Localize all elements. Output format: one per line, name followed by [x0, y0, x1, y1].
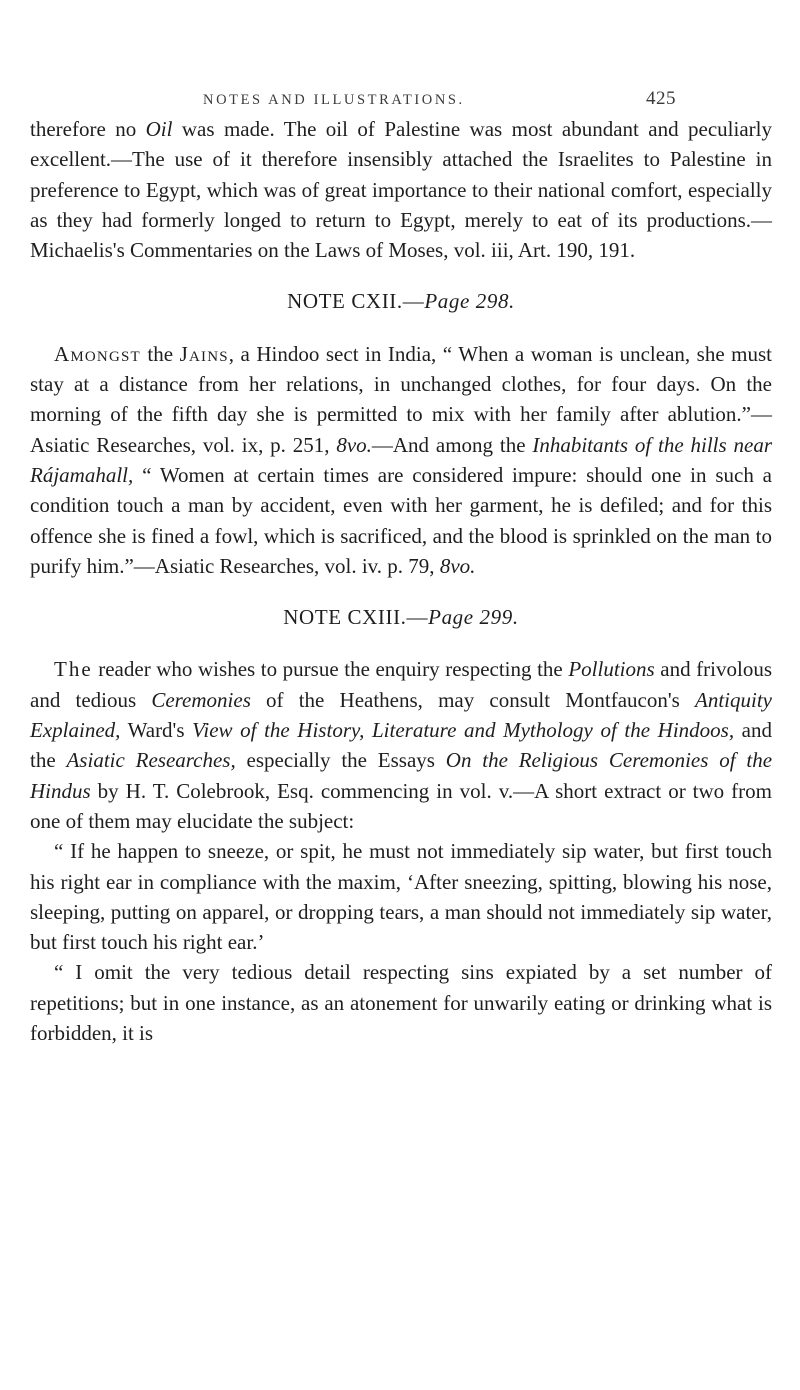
- quote-paragraph-1: “ If he happen to sneeze, or spit, he must not immediately sip water, but first touch his right ear in compliance with the maxim, ‘After sneezing, spitting, blowing his nose, sleeping, putting on apparel, or dropping tears, a man should not immediately sip water, but first touch his right ear.’: [30, 839, 772, 955]
- quote-paragraph-2: “ I omit the very tedious detail respecting sins expiated by a set number of repetitions; but in one instance, as an atonement for unwarily eating or drinking what is forbidden, it is: [30, 960, 772, 1046]
- italic-title-essays: On the Religious Ceremonies of the Hindus: [30, 748, 773, 803]
- note-cxiii-page-ref: Page 299.: [428, 605, 519, 630]
- note-cxii-paragraph: [30, 339, 772, 581]
- text-run: and frivolous and tedious: [30, 657, 772, 712]
- italic-term-oil: Oil: [145, 117, 173, 141]
- text-run: was made. The oil of Palestine was most abundant and peculiarly excellent.—The use of it therefore insensibly attached the Israelites to Palestine in preference to Egypt, which was of great importance to their national comfort, especially as they had formerly longed to return to Egypt, merely to eat of its productions.—Michaelis's Commentaries on the Laws of Moses, vol. iii, Art. 190, 191.: [30, 117, 772, 263]
- italic-term-ceremonies: Ceremonies: [151, 687, 251, 712]
- italic-title-asiatic: Asiatic Researches,: [66, 748, 236, 773]
- note-cxiii-heading: [30, 602, 772, 632]
- page-number: 425: [646, 88, 676, 109]
- text-run: by H. T. Colebrook, Esq. commencing in vol. v.—A short extract or two from one of them may elucidate the subject:: [30, 778, 772, 833]
- running-title: NOTES AND ILLUSTRATIONS.: [203, 92, 465, 108]
- text-run: the: [140, 341, 180, 366]
- page-body: [30, 114, 772, 1048]
- text-run: Ward's: [120, 718, 193, 743]
- continuation-paragraph: [30, 114, 772, 265]
- text-run: especially the Essays: [235, 748, 446, 773]
- opening-word: Amongst: [54, 341, 141, 366]
- running-header: [0, 88, 800, 116]
- italic-title-view: View of the History, Literature and Mythology of the Hindoos,: [192, 718, 735, 743]
- note-cxiii-label: NOTE CXIII.—: [283, 605, 429, 630]
- text-run: and the: [30, 718, 772, 773]
- note-cxii-heading: [30, 286, 772, 316]
- text-run: therefore no: [30, 117, 146, 141]
- opening-word: The: [54, 657, 93, 682]
- sect-name-jains: Jains: [179, 341, 229, 366]
- note-cxii-label: NOTE CXII.—: [287, 289, 425, 314]
- italic-format: 8vo.: [336, 432, 372, 457]
- text-run: reader who wishes to pursue the enquiry respecting the: [92, 657, 569, 682]
- note-cxiii-paragraph: [30, 654, 772, 836]
- text-run: —And among the: [371, 432, 533, 457]
- text-run: of the Heathens, may consult Montfaucon's: [250, 687, 696, 712]
- text-run: “ Women at certain times are considered impure: should one in such a condition touch a man by accident, even with her garment, he is defiled; and for this offence she is fined a fowl, which is sacrificed, and the blood is sprinkled on the man to purify him.”—Asiatic Researches, vol. iv. p. 79,: [30, 462, 772, 578]
- italic-title-antiquity: Antiquity Explained,: [30, 687, 773, 743]
- text-run: , a Hindoo sect in India, “ When a woman is unclean, she must stay at a distance from her relations, in unchanged clothes, for four days. On the morning of the fifth day she is permitted to mix with her family after ablution.”—Asiatic Researches, vol. ix, p. 251,: [30, 341, 772, 457]
- note-cxii-page-ref: Page 298.: [424, 289, 515, 314]
- italic-format: 8vo.: [439, 553, 476, 578]
- italic-title-inhabitants: Inhabitants of the hills near Rájamahall,: [30, 432, 772, 487]
- italic-term-pollutions: Pollutions: [568, 657, 655, 682]
